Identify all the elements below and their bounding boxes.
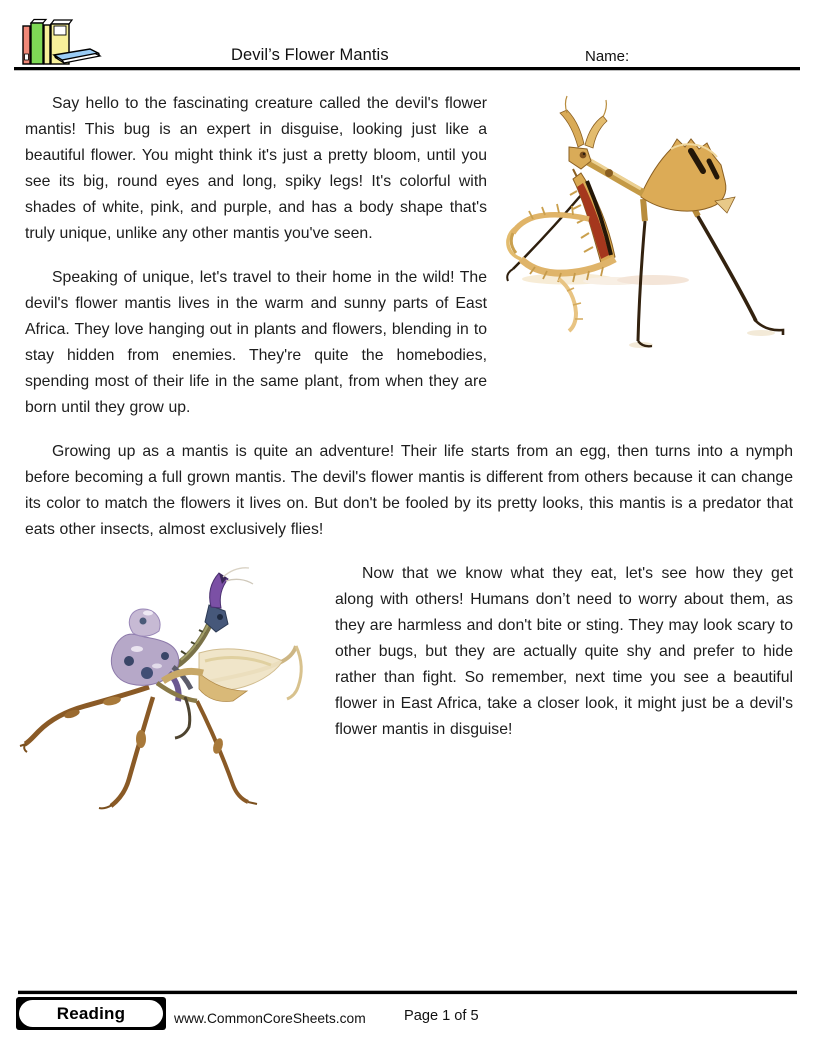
mantis-image-top-right <box>493 91 793 378</box>
devils-flower-mantis-standing-illustration <box>17 561 323 819</box>
mantis-image-middle-left <box>17 561 323 819</box>
category-badge <box>16 997 166 1030</box>
paragraph-1: Say hello to the fascinating creature called the devil's flower mantis! This bug is an expert in disguise, looking just like a beautiful flower. You might think it's just a pretty bloom, until you see its big, round eyes and long, spiky legs! It's colorful with shades of white, pink, and purple, and has a body shape that's truly unique, unlike any other mantis you've seen. <box>25 95 487 242</box>
website-url: www.CommonCoreSheets.com <box>174 1011 366 1026</box>
header-rule-name-line <box>14 67 800 71</box>
footer-rule <box>18 990 797 995</box>
name-label: Name: <box>585 48 630 65</box>
reading-passage <box>25 91 793 821</box>
books-logo-icon <box>20 12 104 68</box>
page-indicator: Page 1 of 5 <box>404 1008 479 1024</box>
worksheet-title: Devil’s Flower Mantis <box>231 46 389 64</box>
category-badge-label: Reading <box>19 1000 163 1027</box>
paragraph-2: Speaking of unique, let's travel to their home in the wild! The devil's flower mantis lives in the warm and sunny parts of East Africa. They love hanging out in plants and flowers, blending in to stay hidden from enemies. They're quite the homebodies, spending most of their life in the same plant, from when they are born until they grow up. <box>25 269 487 416</box>
paragraph-3: Growing up as a mantis is quite an adventure! Their life starts from an egg, then turns into a nymph before becoming a full grown mantis. The devil's flower mantis is different from others because it can change its color to match the flowers it lives on. But don't be fooled by its pretty looks, this mantis is a predator that eats other insects, almost exclusively flies! <box>25 443 793 538</box>
devils-flower-mantis-threat-pose-illustration <box>493 91 793 351</box>
paragraph-4: Now that we know what they eat, let's see how they get along with others! Humans don’t need to worry about them, as they are harmless and don't bite or sting. They may look scary to other bugs, but they are actually quite shy and prefer to hide rather than fight. So remember, next time you see a beautiful flower in East Africa, take a closer look, it might just be a devil's flower mantis in disguise! <box>335 565 793 738</box>
